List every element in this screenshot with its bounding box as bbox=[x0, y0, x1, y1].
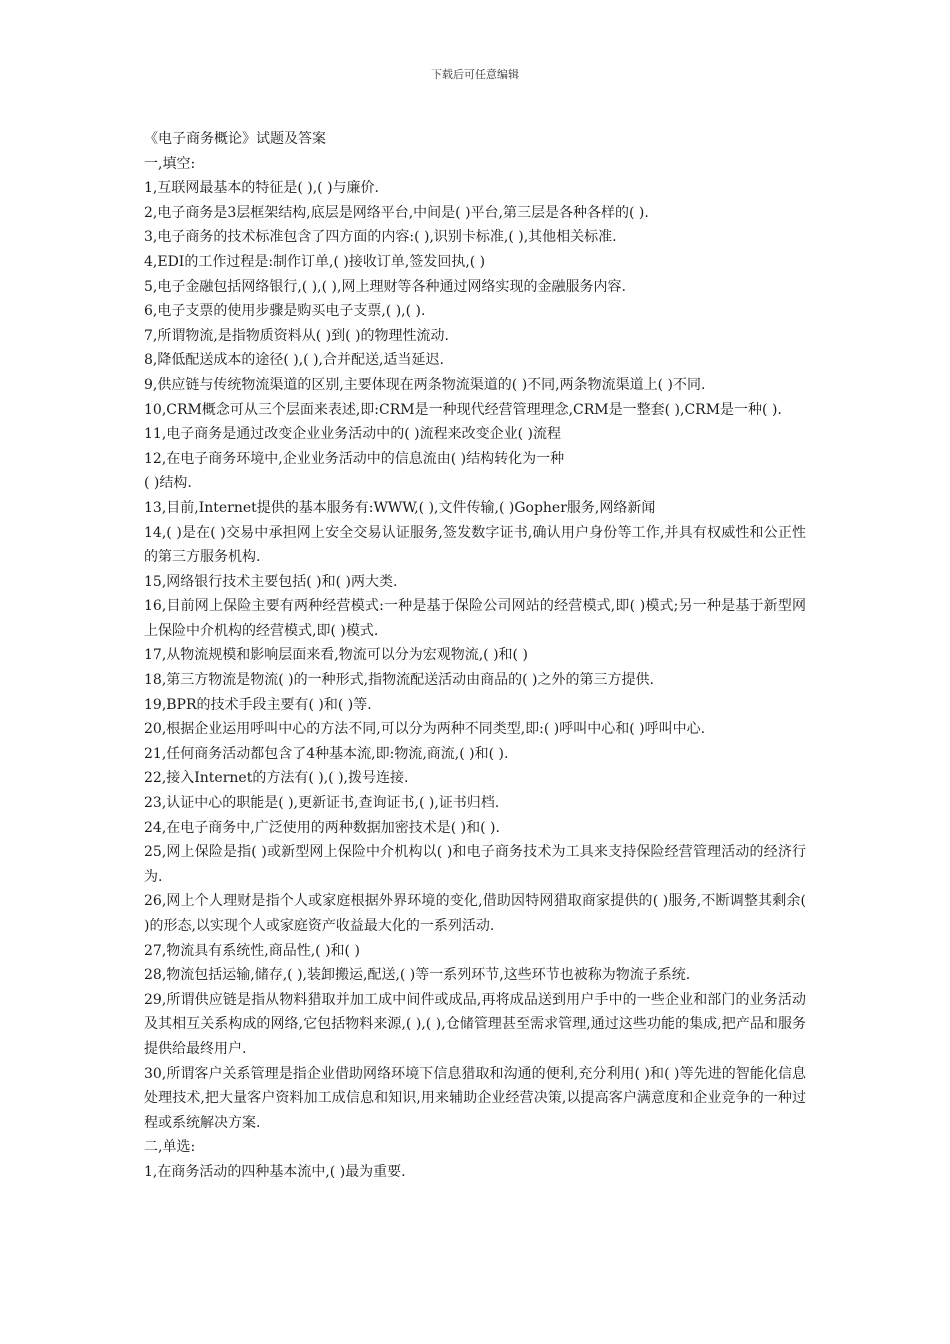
question-item: 11,电子商务是通过改变企业业务活动中的( )流程来改变企业( )流程 bbox=[144, 426, 562, 443]
question-item: 14,( )是在( )交易中承担网上安全交易认证服务,签发数字证书,确认用户身份等工作,并具有权威性和公正性的第三方服务机构. bbox=[144, 524, 806, 566]
single-choice-questions bbox=[144, 1160, 806, 1185]
question-item: 8,降低配送成本的途径( ),( ),合并配送,适当延迟. bbox=[144, 352, 444, 369]
question-item: 30,所谓客户关系管理是指企业借助网络环境下信息猎取和沟通的便利,充分利用( )和( )等先进的智能化信息处理技术,把大量客户资料加工成信息和知识,用来辅助企业经营决策,以提高客户满意度和企业竞争的一种过程或系统解决方案. bbox=[144, 1065, 806, 1131]
question-item: 12,在电子商务环境中,企业业务活动中的信息流由( )结构转化为一种 bbox=[144, 450, 565, 467]
question-item: 21,任何商务活动都包含了4种基本流,即:物流,商流,( )和( ). bbox=[144, 745, 509, 762]
question-item: 2,电子商务是3层框架结构,底层是网络平台,中间是( )平台,第三层是各种各样的( ). bbox=[144, 204, 649, 221]
document-title: 《电子商务概论》试题及答案 bbox=[144, 131, 326, 147]
question-item: 24,在电子商务中,广泛使用的两种数据加密技术是( )和( ). bbox=[144, 819, 500, 836]
question-item: 18,第三方物流是物流( )的一种形式,指物流配送活动由商品的( )之外的第三方提供. bbox=[144, 672, 654, 689]
fill-in-questions bbox=[144, 176, 806, 1135]
question-item: 3,电子商务的技术标准包含了四方面的内容:( ),识别卡标准,( ),其他相关标准. bbox=[144, 229, 617, 246]
question-item: 27,物流具有系统性,商品性,( )和( ) bbox=[144, 942, 360, 959]
question-item: 1,互联网最基本的特征是( ),( )与廉价. bbox=[144, 180, 380, 197]
question-item: 22,接入Internet的方法有( ),( ),拨号连接. bbox=[144, 770, 409, 787]
section-heading-fill-in: 一,填空: bbox=[144, 155, 196, 172]
section-heading-single-choice: 二,单选: bbox=[144, 1139, 196, 1156]
question-item: 15,网络银行技术主要包括( )和( )两大类. bbox=[144, 573, 398, 590]
question-item: ( )结构. bbox=[144, 475, 192, 492]
question-item: 25,网上保险是指( )或新型网上保险中介机构以( )和电子商务技术为工具来支持保险经营管理活动的经济行为. bbox=[144, 844, 806, 885]
question-item: 19,BPR的技术手段主要有( )和( )等. bbox=[144, 696, 372, 713]
question-item: 23,认证中心的职能是( ),更新证书,查询证书,( ),证书归档. bbox=[144, 795, 500, 812]
page-header: 下载后可任意编辑 bbox=[431, 68, 519, 81]
question-item: 17,从物流规模和影响层面来看,物流可以分为宏观物流,( )和( ) bbox=[144, 647, 528, 664]
document-body bbox=[144, 127, 806, 1185]
question-item: 5,电子金融包括网络银行,( ),( ),网上理财等各种通过网络实现的金融服务内容. bbox=[144, 278, 626, 295]
question-item: 4,EDI的工作过程是:制作订单,( )接收订单,签发回执,( ) bbox=[144, 253, 486, 270]
question-item: 26,网上个人理财是指个人或家庭根据外界环境的变化,借助因特网猎取商家提供的( )服务,不断调整其剩余( )的形态,以实现个人或家庭资产收益最大化的一系列活动. bbox=[144, 893, 806, 934]
question-item: 16,目前网上保险主要有两种经营模式:一种是基于保险公司网站的经营模式,即( )模式;另一种是基于新型网上保险中介机构的经营模式,即( )模式. bbox=[144, 598, 806, 639]
question-item: 29,所谓供应链是指从物料猎取并加工成中间件或成品,再将成品送到用户手中的一些企业和部门的业务活动及其相互关系构成的网络,它包括物料来源,( ),( ),仓储管理甚至需求管理,通过这些功能的集成,把产品和服务提供给最终用户. bbox=[144, 991, 806, 1057]
question-item: 6,电子支票的使用步骤是购买电子支票,( ),( ). bbox=[144, 303, 426, 320]
question-item: 10,CRM概念可从三个层面来表述,即:CRM是一种现代经营管理理念,CRM是一整套( ),CRM是一种( ). bbox=[144, 401, 782, 418]
question-item: 28,物流包括运输,储存,( ),装卸搬运,配送,( )等一系列环节,这些环节也被称为物流子系统. bbox=[144, 967, 691, 984]
question-item: 13,目前,Internet提供的基本服务有:WWW,( ),文件传输,( )Gopher服务,网络新闻 bbox=[144, 499, 656, 516]
question-item: 9,供应链与传统物流渠道的区别,主要体现在两条物流渠道的( )不同,两条物流渠道上( )不同. bbox=[144, 376, 706, 393]
choice-question-item: 1,在商务活动的四种基本流中,( )最为重要. bbox=[144, 1163, 406, 1180]
question-item: 20,根据企业运用呼叫中心的方法不同,可以分为两种不同类型,即:( )呼叫中心和( )呼叫中心. bbox=[144, 721, 706, 738]
question-item: 7,所谓物流,是指物质资料从( )到( )的物理性流动. bbox=[144, 327, 450, 344]
